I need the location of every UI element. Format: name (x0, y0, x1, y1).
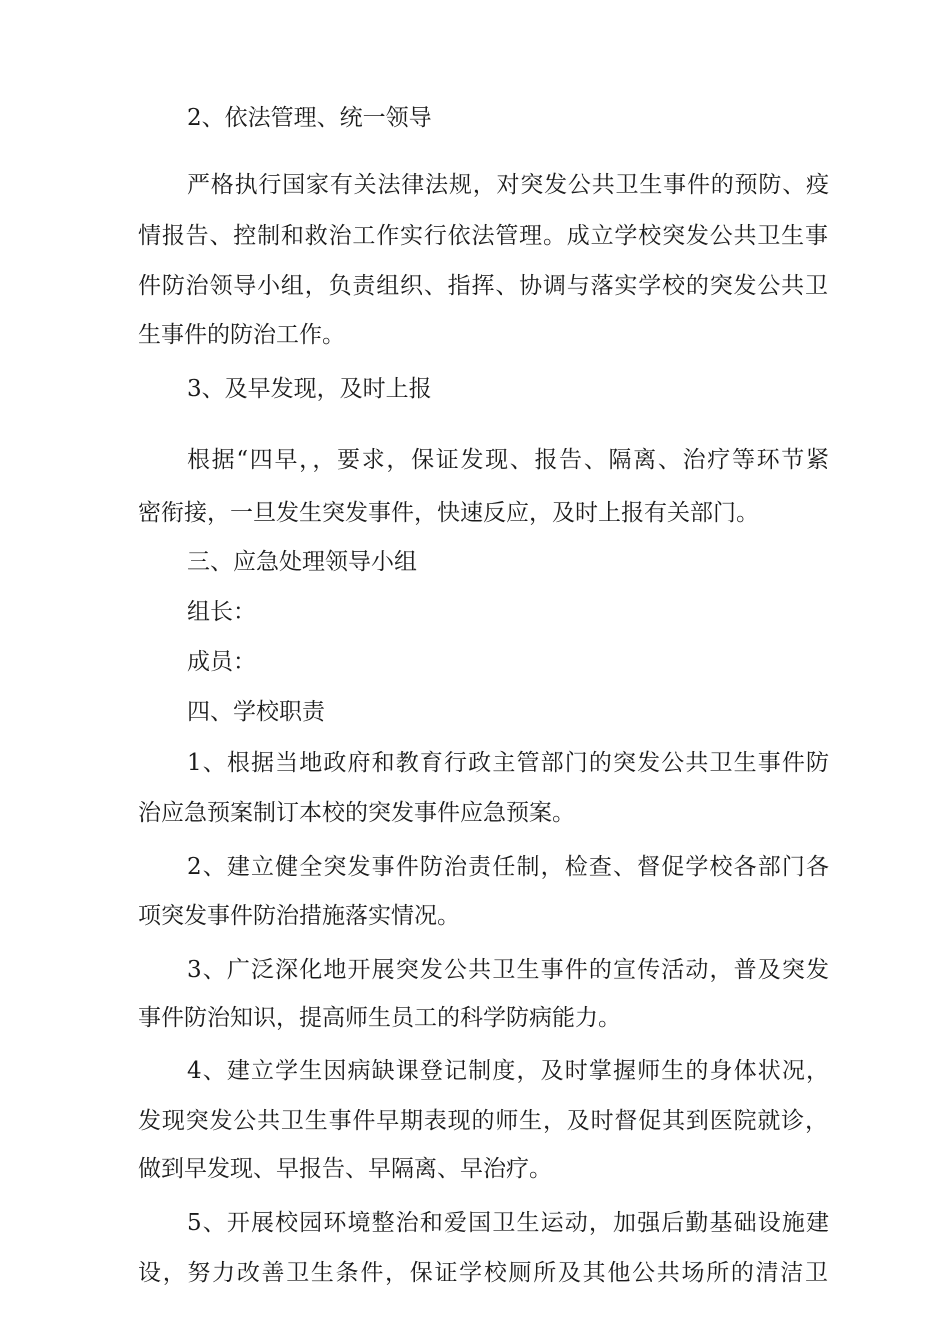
leader-label: 组长： (187, 599, 256, 625)
paragraph-line: 做到早发现、早报告、早隔离、早治疗。 (138, 1156, 552, 1182)
paragraph-line: 事件防治知识，提高师生员工的科学防病能力。 (138, 1005, 621, 1031)
section-heading-4: 四、学校职责 (187, 699, 325, 725)
paragraph-line: 3、广泛深化地开展突发公共卫生事件的宣传活动，普及突发 (187, 957, 829, 983)
paragraph-line: 项突发事件防治措施落实情况。 (138, 903, 460, 929)
paragraph-line: 治应急预案制订本校的突发事件应急预案。 (138, 800, 575, 826)
section-heading-3: 三、应急处理领导小组 (187, 549, 417, 575)
paragraph-line: 密衔接，一旦发生突发事件，快速反应，及时上报有关部门。 (138, 500, 759, 526)
members-label: 成员： (187, 649, 256, 675)
paragraph-line: 5、开展校园环境整治和爱国卫生运动，加强后勤基础设施建 (187, 1210, 829, 1236)
paragraph-line: 生事件的防治工作。 (138, 322, 345, 348)
paragraph-line: 1、根据当地政府和教育行政主管部门的突发公共卫生事件防 (187, 750, 829, 776)
paragraph-line: 2、建立健全突发事件防治责任制，检查、督促学校各部门各 (187, 854, 829, 880)
paragraph-line: 件防治领导小组，负责组织、指挥、协调与落实学校的突发公共卫 (138, 273, 828, 299)
paragraph-line: 发现突发公共卫生事件早期表现的师生，及时督促其到医院就诊， (138, 1108, 828, 1134)
paragraph-line: 根据“四早，，要求，保证发现、报告、隔离、治疗等环节紧 (187, 447, 829, 473)
paragraph-line: 4、建立学生因病缺课登记制度，及时掌握师生的身体状况， (187, 1058, 829, 1084)
subheading-3: 3、及早发现，及时上报 (187, 376, 432, 402)
paragraph-line: 严格执行国家有关法律法规，对突发公共卫生事件的预防、疫 (187, 172, 829, 198)
paragraph-line: 设，努力改善卫生条件，保证学校厕所及其他公共场所的清洁卫 (138, 1260, 828, 1286)
subheading-2: 2、依法管理、统一领导 (187, 105, 432, 131)
paragraph-line: 情报告、控制和救治工作实行依法管理。成立学校突发公共卫生事 (138, 223, 828, 249)
